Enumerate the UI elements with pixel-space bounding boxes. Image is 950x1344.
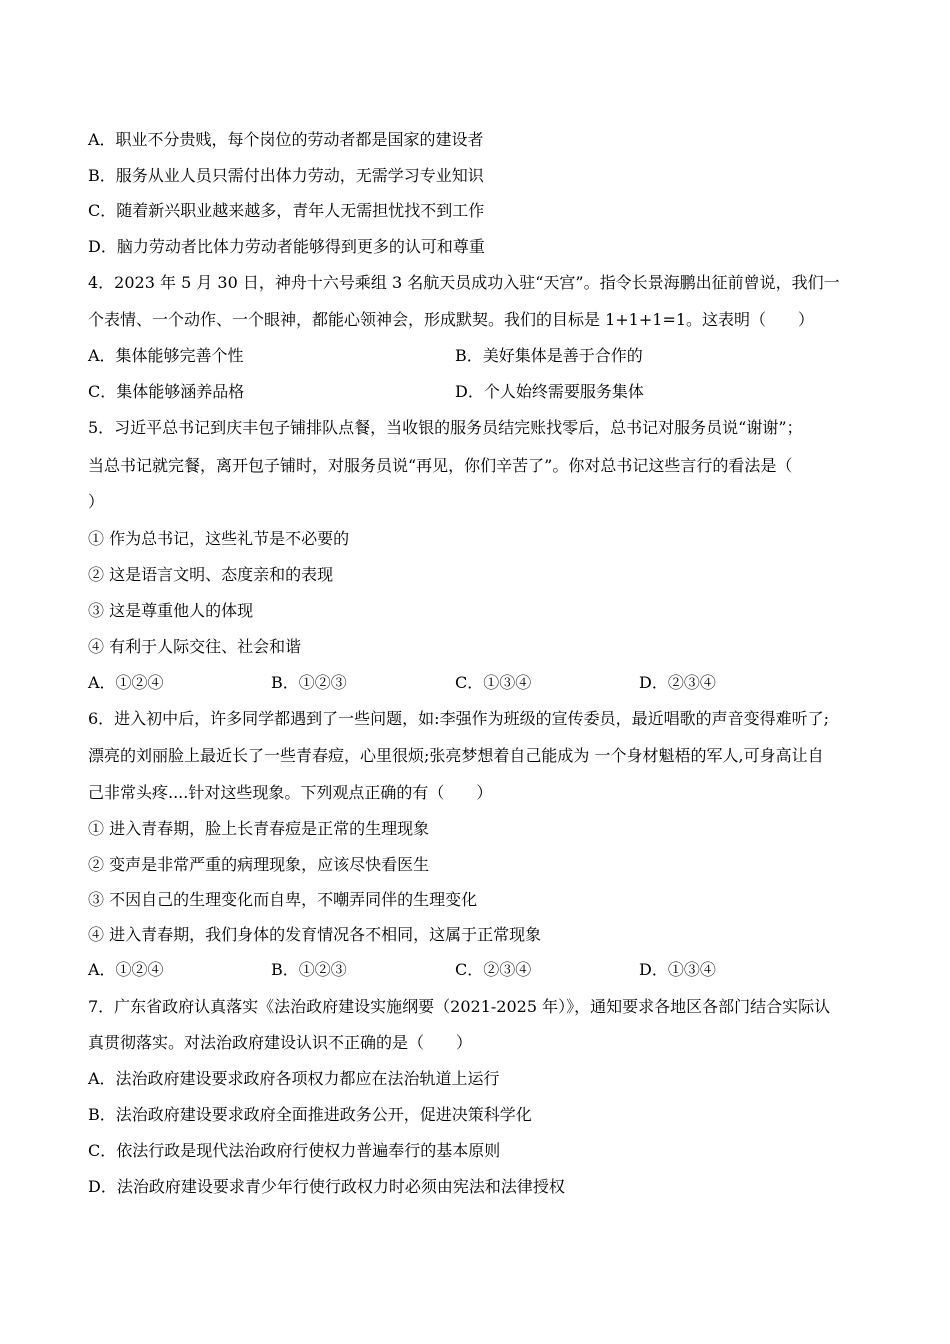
q6-statement-4: ④ 进入青春期，我们身体的发育情况各不相同，这属于正常现象 bbox=[88, 925, 542, 944]
q6-option-c: C．②③④ bbox=[455, 960, 532, 979]
q6-statement-3: ③ 不因自己的生理变化而自卑，不嘲弄同伴的生理变化 bbox=[88, 890, 478, 909]
q4-stem-line-1: 4．2023 年 5 月 30 日，神舟十六号乘组 3 名航天员成功入驻“天宫”。指令长景海鹏出征前曾说，我们一 bbox=[88, 273, 840, 292]
q3-option-c: C．随着新兴职业越来越多，青年人无需担忧找不到工作 bbox=[88, 201, 485, 220]
q7-option-b: B．法治政府建设要求政府全面推进政务公开，促进决策科学化 bbox=[88, 1105, 532, 1124]
q5-stem-line-2: 当总书记就完餐，离开包子铺时，对服务员说“再见，你们辛苦了”。你对总书记这些言行的看法是（ bbox=[88, 456, 793, 475]
q4-option-a: A．集体能够完善个性 bbox=[88, 346, 244, 365]
q4-option-d: D．个人始终需要服务集体 bbox=[455, 382, 644, 401]
q6-stem-line-1: 6．进入初中后，许多同学都遇到了一些问题，如:李强作为班级的宣传委员，最近唱歌的声音变得难听了; bbox=[88, 709, 829, 728]
q5-option-a: A．①②④ bbox=[88, 673, 164, 692]
q7-option-a: A．法治政府建设要求政府各项权力都应在法治轨道上运行 bbox=[88, 1069, 500, 1088]
q7-stem-line-1: 7．广东省政府认真落实《法治政府建设实施纲要（2021-2025 年）》，通知要求各地区各部门结合实际认 bbox=[88, 997, 831, 1016]
q6-statement-2: ② 变声是非常严重的病理现象，应该尽快看医生 bbox=[88, 855, 430, 874]
q5-option-d: D．②③④ bbox=[639, 673, 716, 692]
q7-stem-line-2: 真贯彻落实。对法治政府建设认识不正确的是（ ） bbox=[88, 1033, 473, 1052]
q5-statement-4: ④ 有利于人际交往、社会和谐 bbox=[88, 637, 302, 656]
q6-statement-1: ① 进入青春期，脸上长青春痘是正常的生理现象 bbox=[88, 819, 430, 838]
q4-option-b: B．美好集体是善于合作的 bbox=[455, 346, 643, 365]
q3-option-a: A．职业不分贵贱，每个岗位的劳动者都是国家的建设者 bbox=[88, 130, 484, 149]
q6-stem-line-2: 漂亮的刘丽脸上最近长了一些青春痘，心里很烦;张亮梦想着自己能成为 一个身材魁梧的军人,可身高让自 bbox=[88, 746, 824, 765]
q5-statement-2: ② 这是语言文明、态度亲和的表现 bbox=[88, 565, 334, 584]
q6-stem-line-3: 己非常头疼....针对这些现象。下列观点正确的有（ ） bbox=[88, 783, 493, 802]
q7-option-d: D．法治政府建设要求青少年行使行政权力时必须由宪法和法律授权 bbox=[88, 1177, 565, 1196]
q4-stem-line-2: 个表情、一个动作、一个眼神，都能心领神会，形成默契。我们的目标是 1+1+1=1。这表明（ ） bbox=[88, 310, 815, 329]
q5-option-b: B．①②③ bbox=[271, 673, 347, 692]
q5-statement-3: ③ 这是尊重他人的体现 bbox=[88, 601, 254, 620]
q5-option-c: C．①③④ bbox=[455, 673, 532, 692]
q6-option-d: D．①③④ bbox=[639, 960, 716, 979]
q5-stem-line-3: ） bbox=[88, 492, 105, 511]
q3-option-b: B．服务从业人员只需付出体力劳动，无需学习专业知识 bbox=[88, 166, 484, 185]
q7-option-c: C．依法行政是现代法治政府行使权力普遍奉行的基本原则 bbox=[88, 1141, 501, 1160]
q6-option-a: A．①②④ bbox=[88, 960, 164, 979]
q3-option-d: D．脑力劳动者比体力劳动者能够得到更多的认可和尊重 bbox=[88, 237, 485, 256]
q5-statement-1: ① 作为总书记，这些礼节是不必要的 bbox=[88, 529, 350, 548]
q4-option-c: C．集体能够涵养品格 bbox=[88, 382, 245, 401]
q6-option-b: B．①②③ bbox=[271, 960, 347, 979]
q5-stem-line-1: 5．习近平总书记到庆丰包子铺排队点餐，当收银的服务员结完账找零后，总书记对服务员说“谢谢”； bbox=[88, 418, 803, 437]
